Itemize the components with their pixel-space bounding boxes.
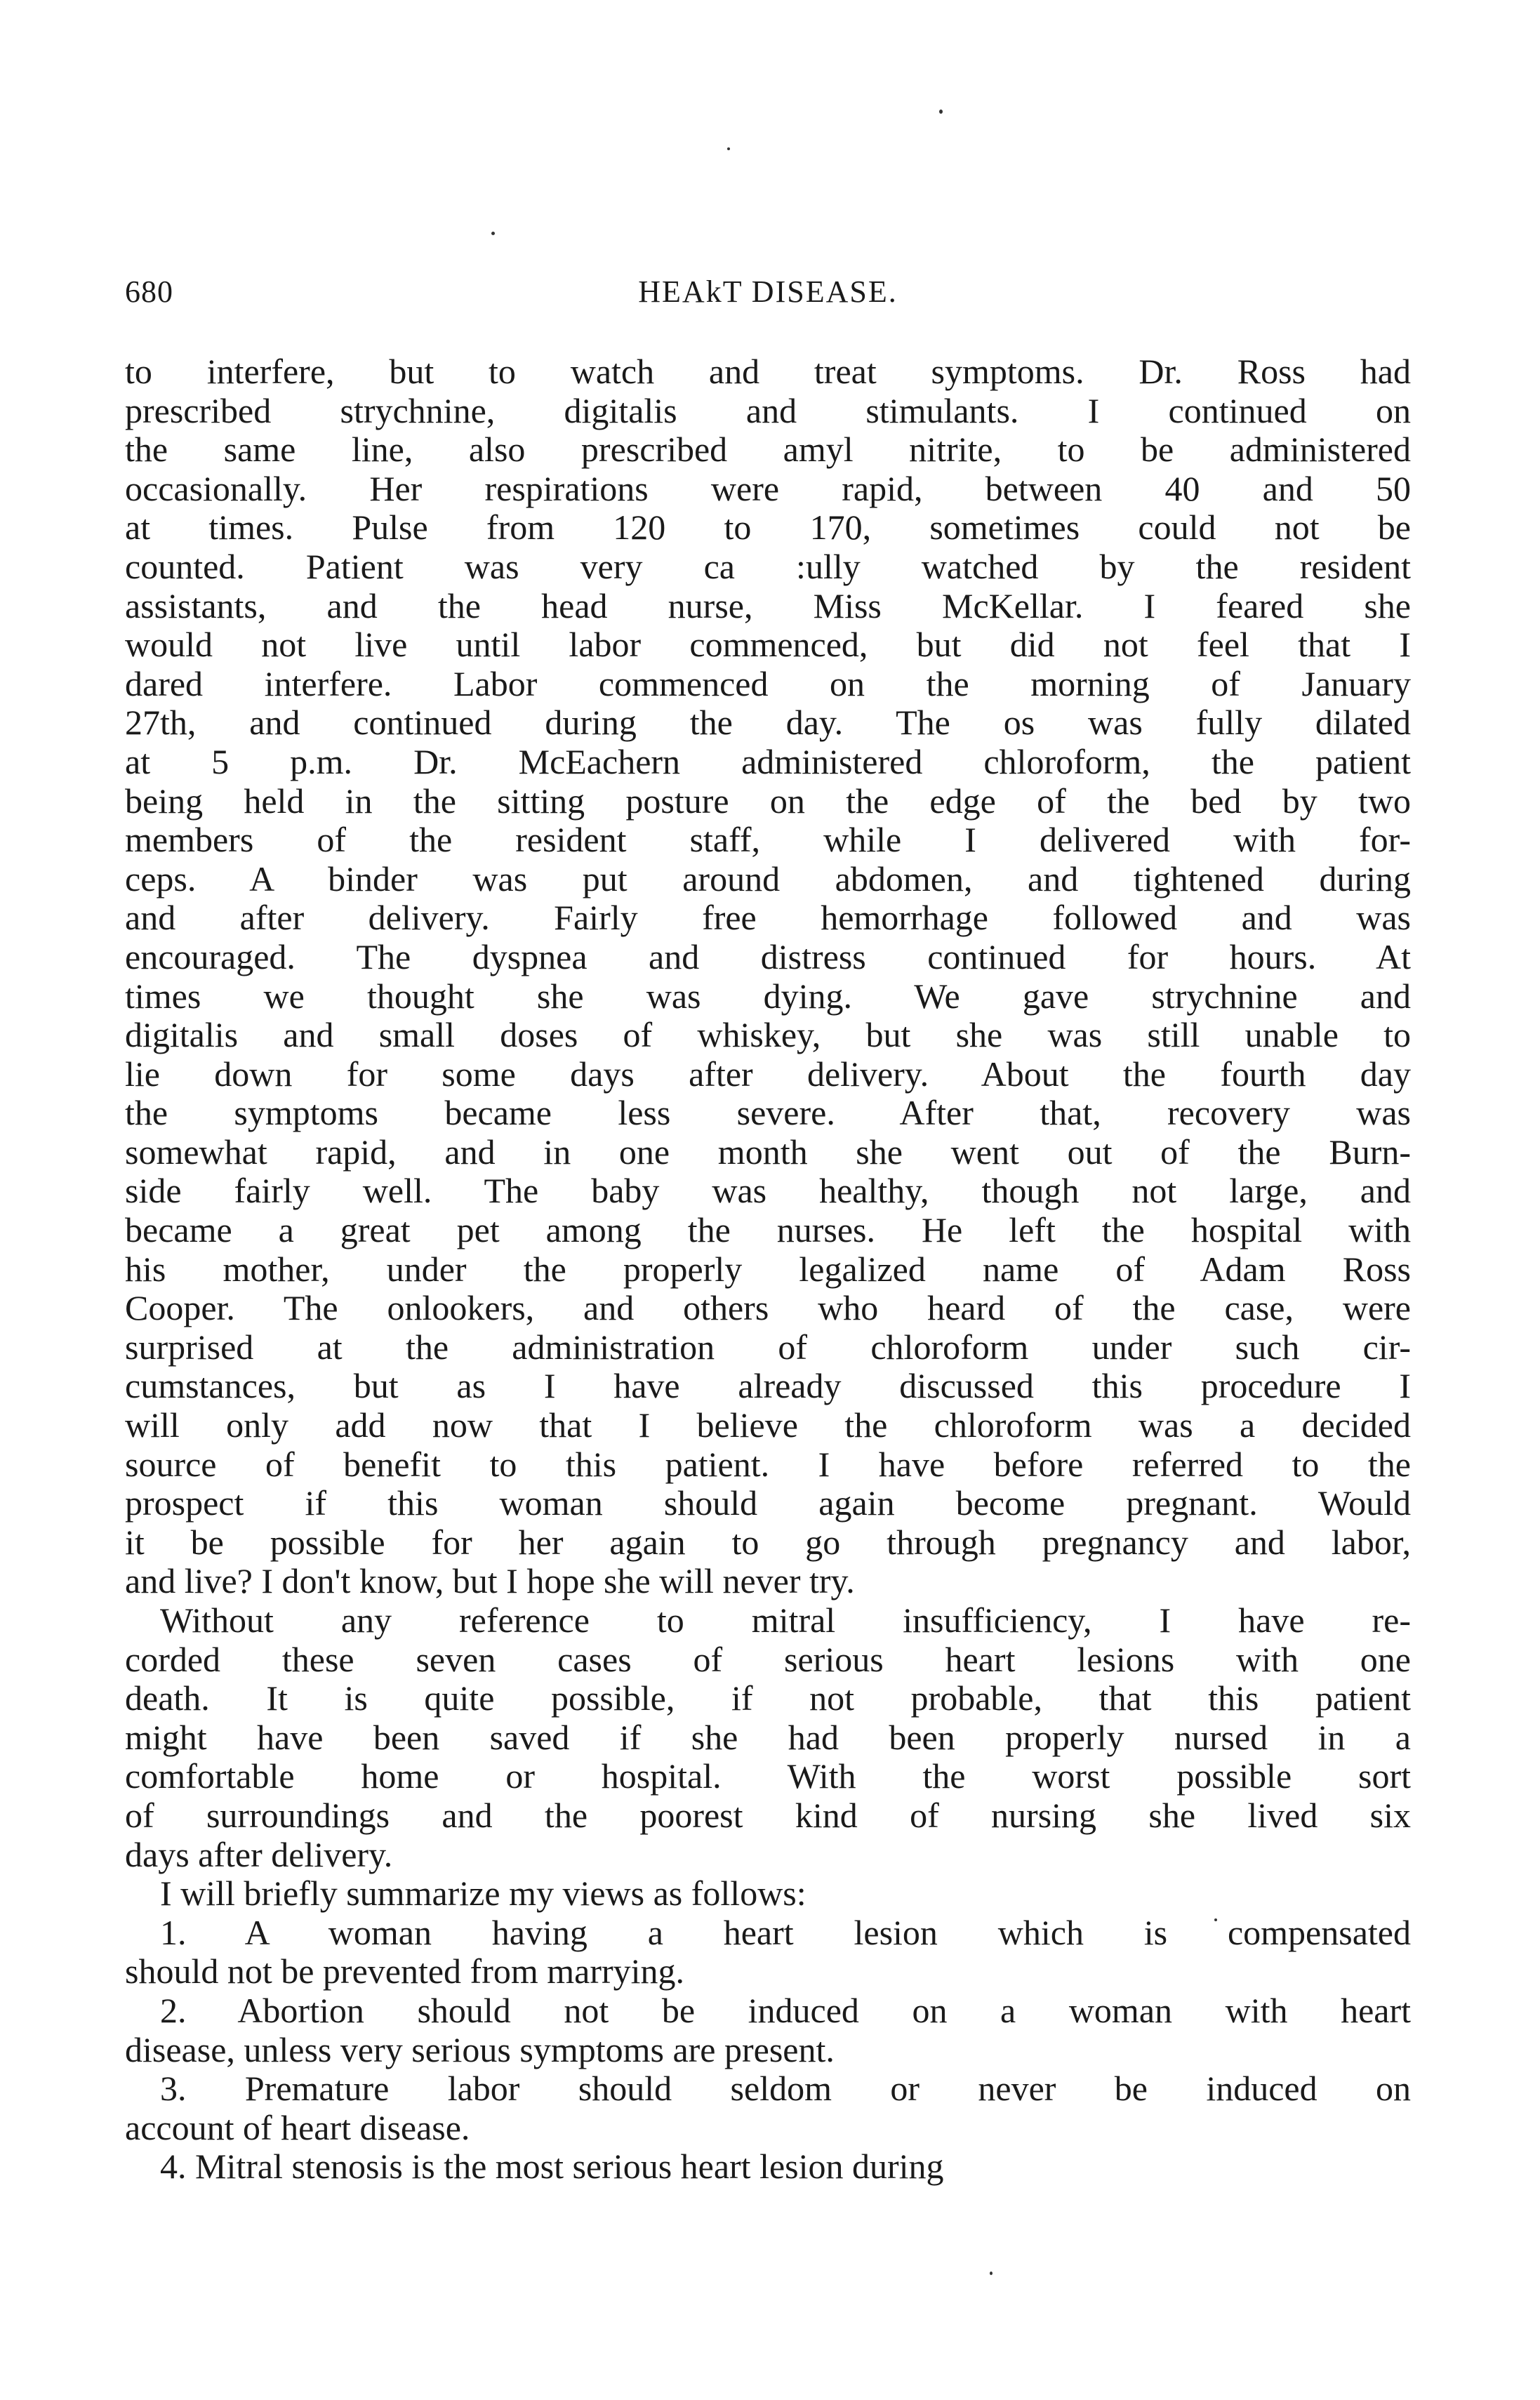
text-line: side fairly well. The baby was healthy, though not large, and — [125, 1172, 1411, 1211]
text-line: lie down for some days after delivery. About the fourth day — [125, 1054, 1411, 1094]
text-line: ceps. A binder was put around abdomen, and tightened during — [125, 859, 1411, 899]
text-line: disease, unless very serious symptoms are present. — [125, 2030, 835, 2069]
paragraph — [125, 2069, 1411, 2147]
scan-speck — [491, 232, 495, 235]
scan-speck — [990, 2272, 993, 2275]
text-line: and after delivery. Fairly free hemorrhage followed and was — [125, 899, 1411, 938]
text-line: of surroundings and the poorest kind of nursing she lived six — [125, 1796, 1411, 1835]
paragraph — [125, 2147, 1411, 2187]
paragraph — [125, 1874, 1411, 1914]
text-line: days after delivery. — [125, 1835, 393, 1874]
text-line: at 5 p.m. Dr. McEachern administered chloroform, the patient — [125, 742, 1411, 781]
book-page — [125, 274, 1411, 2187]
text-line: the symptoms became less severe. After that, recovery was — [125, 1094, 1411, 1133]
text-line: 3. Premature labor should seldom or never be induced on — [160, 2069, 1411, 2109]
text-line: should not be prevented from marrying. — [125, 1952, 685, 1991]
text-line: prospect if this woman should again become pregnant. Would — [125, 1484, 1411, 1523]
text-line: I will briefly summarize my views as follows: — [160, 1874, 806, 1914]
text-line: dared interfere. Labor commenced on the morning of January — [125, 664, 1411, 703]
text-line: and live? I don't know, but I hope she will never try. — [125, 1562, 855, 1601]
text-line: 27th, and continued during the day. The os was fully dilated — [125, 703, 1411, 743]
text-line: might have been saved if she had been properly nursed in a — [125, 1718, 1411, 1757]
text-line: cumstances, but as I have already discussed this procedure I — [125, 1367, 1411, 1406]
text-line: became a great pet among the nurses. He left the hospital with — [125, 1211, 1411, 1250]
text-line: would not live until labor commenced, but did not feel that I — [125, 625, 1411, 665]
page-header — [125, 274, 1411, 334]
text-line: occasionally. Her respirations were rapid, between 40 and 50 — [125, 469, 1411, 508]
running-head: HEAkT DISEASE. — [638, 274, 898, 309]
paragraph — [125, 1991, 1411, 2069]
scan-speck — [939, 110, 943, 114]
text-line: to interfere, but to watch and treat symptoms. Dr. Ross had — [125, 352, 1411, 391]
text-line: 4. Mitral stenosis is the most serious heart lesion during — [160, 2147, 944, 2187]
text-line: members of the resident staff, while I delivered with for- — [125, 821, 1411, 860]
text-line: account of heart disease. — [125, 2108, 470, 2147]
text-line: counted. Patient was very ca :ully watched by the resident — [125, 547, 1411, 586]
paragraph — [125, 1601, 1411, 1874]
paragraph — [125, 1914, 1411, 1991]
text-line: encouraged. The dyspnea and distress continued for hours. At — [125, 937, 1411, 976]
paragraph — [125, 352, 1411, 1601]
text-line: source of benefit to this patient. I have before referred to the — [125, 1445, 1411, 1484]
text-line: at times. Pulse from 120 to 170, sometimes could not be — [125, 508, 1411, 548]
text-line: 2. Abortion should not be induced on a woman with heart — [160, 1991, 1411, 2030]
text-line: assistants, and the head nurse, Miss McKellar. I feared she — [125, 586, 1411, 625]
text-line: death. It is quite possible, if not probable, that this patient — [125, 1679, 1411, 1718]
text-line: surprised at the administration of chloroform under such cir- — [125, 1327, 1411, 1367]
text-line: comfortable home or hospital. With the worst possible sort — [125, 1757, 1411, 1796]
text-line: the same line, also prescribed amyl nitrite, to be administered — [125, 430, 1411, 470]
text-line: times we thought she was dying. We gave strychnine and — [125, 976, 1411, 1016]
text-line: digitalis and small doses of whiskey, but she was still unable to — [125, 1016, 1411, 1055]
text-line: Without any reference to mitral insufficiency, I have re- — [160, 1601, 1411, 1640]
text-line: will only add now that I believe the chloroform was a decided — [125, 1406, 1411, 1445]
text-line: prescribed strychnine, digitalis and stimulants. I continued on — [125, 391, 1411, 430]
text-line: Cooper. The onlookers, and others who heard of the case, were — [125, 1289, 1411, 1328]
text-line: being held in the sitting posture on the edge of the bed by two — [125, 781, 1411, 821]
text-line: corded these seven cases of serious heart lesions with one — [125, 1640, 1411, 1679]
text-line: his mother, under the properly legalized name of Adam Ross — [125, 1249, 1411, 1289]
body-text — [125, 352, 1411, 2187]
text-line: somewhat rapid, and in one month she went out of the Burn- — [125, 1132, 1411, 1172]
page-number: 680 — [125, 274, 173, 309]
text-line: 1. A woman having a heart lesion which is compensated — [160, 1913, 1411, 1952]
scan-speck — [727, 147, 730, 150]
text-line: it be possible for her again to go through pregnancy and labor, — [125, 1523, 1411, 1562]
